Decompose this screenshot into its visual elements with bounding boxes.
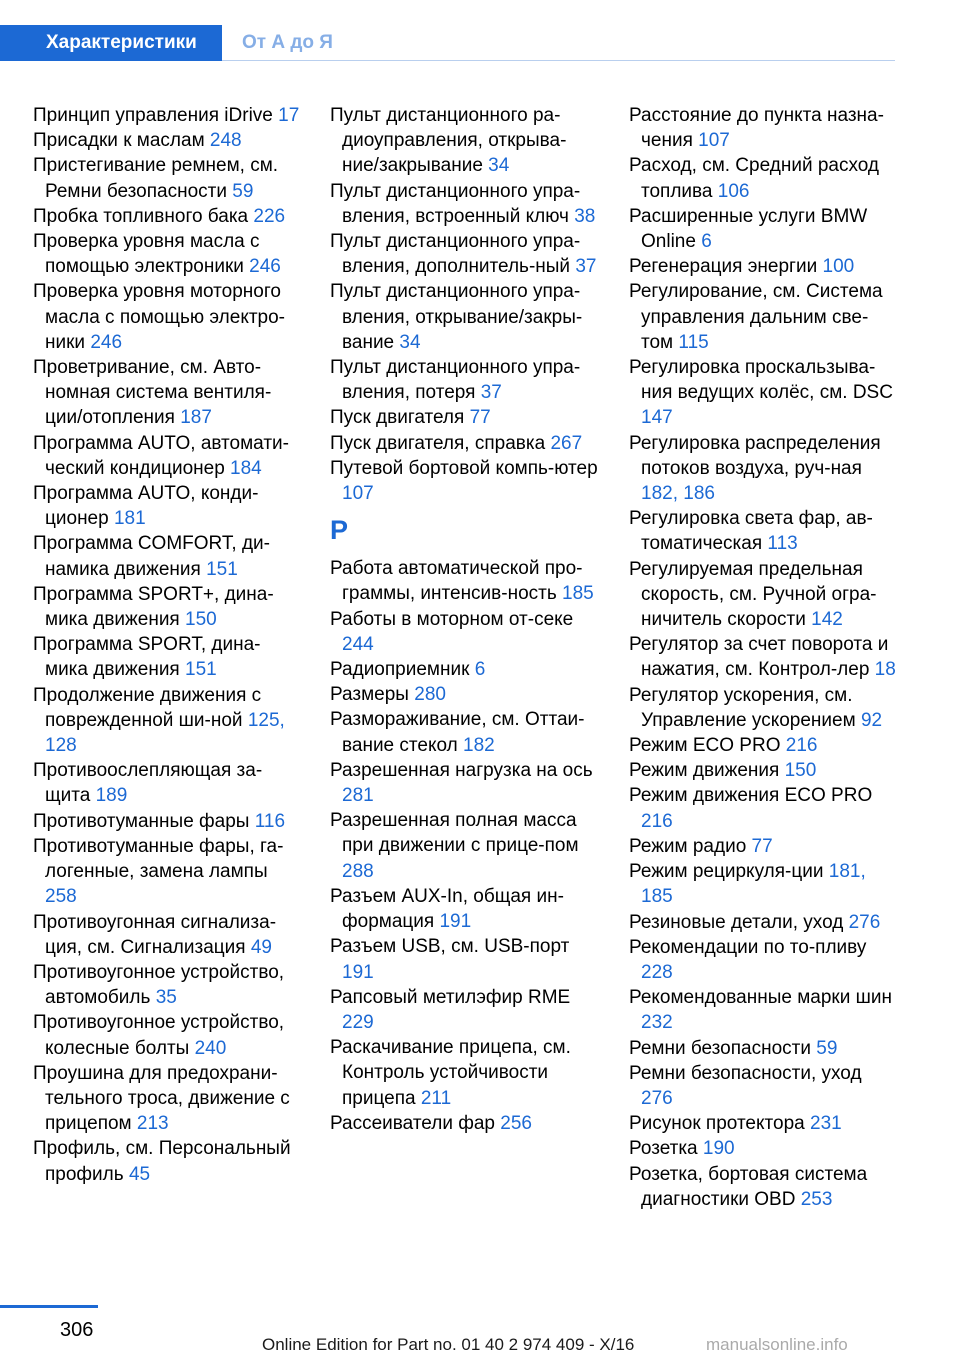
index-entry-term: Проветривание, см. Авто‐номная система вентиля‐ции/отопления [33,357,272,429]
index-entry-page-link[interactable]: 125, 128 [45,709,285,757]
index-entry-page-link[interactable]: 228 [641,961,673,983]
index-entry [330,355,600,405]
index-entry [33,204,303,229]
index-entry-term: Программа AUTO, конди‐ционер [33,483,259,530]
index-entry-page-link[interactable]: 231 [810,1113,842,1135]
index-entry-page-link[interactable]: 181 [113,508,146,530]
index-entry [629,557,897,633]
index-entry [330,758,600,808]
index-entry [629,683,897,733]
index-entry-page-link[interactable]: 190 [702,1138,735,1160]
index-entry [629,910,897,935]
index-entry-page-link[interactable]: 182 [463,734,495,756]
index-entry-term: Регулятор за счет поворота и нажатия, см. Контрол‐лер [629,634,889,681]
index-entry-page-link[interactable]: 106 [717,180,750,202]
index-entry-page-link[interactable]: 181, 185 [641,861,866,908]
index-entry [33,103,303,128]
index-entry-term: Режим движения [629,760,780,782]
index-entry-page-link[interactable]: 213 [136,1113,169,1135]
index-entry [33,809,303,834]
index-entry-term: Расход, см. Средний расход топлива [629,155,879,202]
index-entry-page-link[interactable]: 248 [209,130,242,152]
index-entry-page-link[interactable]: 34 [488,155,510,177]
index-entry-term: Регенерация энергии [629,256,818,278]
index-entry-term: Противоугонная сигнализа‐ция, см. Сигнализация [33,911,277,958]
index-entry [629,1036,897,1061]
index-entry-term: Рапсовый метилэфир RME [330,986,571,1008]
index-entry [629,1162,897,1212]
index-entry [330,985,600,1035]
index-entry-term: Принцип управления iDrive [33,105,273,126]
index-entry [629,1111,897,1136]
index-entry-page-link[interactable]: 191 [439,911,472,933]
index-entry-page-link[interactable]: 17 [278,105,300,126]
index-entry [330,934,600,984]
index-entry [629,1061,897,1111]
index-entry-page-link[interactable]: 107 [342,483,374,505]
tab-a-to-z[interactable]: От А до Я [242,32,333,53]
index-entry-page-link[interactable]: 59 [816,1037,838,1059]
page-number: 306 [60,1319,94,1341]
index-entry-term: Противоослепляющая за‐щита [33,760,263,807]
index-entry-term: Регулятор ускорения, см. Управление ускорением [629,684,856,731]
index-entry [330,279,600,355]
index-entry-term: Регулировка проскальзыва‐ния ведущих колёс, см. DSC [629,357,893,404]
index-entry-page-link[interactable]: 276 [848,911,881,933]
index-entry-term: Продолжение движения с поврежденной ши‐ной [33,684,262,731]
index-entry-page-link[interactable]: 226 [253,205,286,227]
index-entry [629,783,897,833]
index-entry-term: Розетка, бортовая система диагностики OBD [629,1163,868,1210]
index-entry-page-link[interactable]: 150 [185,609,217,631]
index-entry-page-link[interactable]: 37 [575,256,597,278]
index-entry-term: Радиоприемник [330,659,470,681]
index-entry-term: Противоугонное устройство, автомобиль [33,961,285,1009]
index-entry-page-link[interactable]: 18 [874,659,896,681]
index-entry-term: Резиновые детали, уход [629,911,844,933]
index-entry [33,128,303,153]
index-entry-page-link[interactable]: 182, 186 [641,483,715,505]
index-entry-page-link[interactable]: 35 [155,987,177,1009]
index-entry-term: Проушина для предохрани‐тельного троса, движение с прицепом [33,1062,290,1135]
index-entry [330,405,600,430]
index-entry-term: Пуск двигателя [330,407,465,429]
index-entry [330,431,600,456]
index-entry-page-link[interactable]: 216 [641,810,673,832]
index-entry-page-link[interactable]: 229 [342,1011,374,1033]
index-entry [33,431,303,481]
index-entry-term: Программа AUTO, автомати‐ческий кондиционер [33,432,289,479]
index-entry-page-link[interactable]: 258 [45,886,77,908]
index-entry-page-link[interactable]: 116 [254,810,286,832]
index-entry [330,456,600,506]
index-entry-term: Ремни безопасности [629,1037,811,1059]
index-entry-page-link[interactable]: 151 [185,659,217,681]
index-entry [629,733,897,758]
index-entry-page-link[interactable]: 232 [641,1012,673,1034]
index-entry-term: Регулируемая предельная скорость, см. Ручной огра‐ничитель скорости [629,558,877,631]
index-entry [33,355,303,431]
index-entry [629,204,897,254]
index-entry [33,531,303,581]
index-entry-term: Противотуманные фары [33,810,250,832]
index-entry-page-link[interactable]: 244 [342,633,374,655]
index-entry [330,607,600,657]
index-entry-term: Раскачивание прицепа, см. Контроль устойчивости прицепа [330,1037,571,1109]
index-entry-page-link[interactable]: 211 [420,1087,452,1109]
index-entry-term: Работы в моторном от‐секе [330,608,574,630]
index-entry [33,834,303,910]
index-entry-page-link[interactable]: 113 [767,533,798,555]
index-entry-term: Рекомендованные марки шин [629,987,892,1009]
index-entry-term: Пуск двигателя, справка [330,432,546,454]
index-entry-term: Ремни безопасности, уход [629,1062,862,1084]
section-letter: Р [330,515,349,546]
index-entry-term: Рисунок протектора [629,1113,805,1135]
index-entry-term: Пульт дистанционного ра‐диоуправления, открыва‐ние/закрывание [330,105,567,177]
index-entry [33,683,303,759]
index-entry-term: Разрешенная полная масса при движении с прице‐пом [330,810,579,857]
index-entry-term: Пробка топливного бака [33,205,249,227]
index-entry-term: Режим рециркуля‐ции [629,861,824,883]
index-entry-page-link[interactable]: 253 [800,1188,833,1210]
index-entry [330,1111,600,1136]
index-entry-page-link[interactable]: 280 [414,684,446,706]
index-entry [330,657,600,682]
index-entry [629,985,897,1035]
index-entry-term: Разъем USB, см. USB-порт [330,936,570,958]
index-entry-term: Режим движения ECO PRO [629,785,873,807]
index-entry [629,758,897,783]
index-entry-page-link[interactable]: 37 [480,382,502,404]
index-entry [330,229,600,279]
index-column-2 [330,103,600,1136]
index-entry-page-link[interactable]: 240 [194,1037,227,1059]
index-entry-page-link[interactable]: 100 [822,256,855,278]
index-entry [33,279,303,355]
index-entry-term: Пульт дистанционного упра‐вления, встроенный ключ [330,180,581,227]
index-entry [33,960,303,1010]
index-entry-term: Режим радио [629,835,747,857]
index-entry [330,808,600,884]
index-entry-term: Регулировка распределения потоков воздуха, руч‐ная [629,432,881,479]
index-entry-page-link[interactable]: 185 [562,583,594,605]
index-entry [629,279,897,355]
index-entry-page-link[interactable]: 38 [574,205,596,227]
index-entry-page-link[interactable]: 246 [249,256,281,278]
index-entry [33,1061,303,1137]
index-entry-term: Программа SPORT, дина‐мика движения [33,634,261,681]
index-entry [33,758,303,808]
index-entry-term: Работа автоматической про‐граммы, интенсив‐ность [330,558,583,605]
index-entry-page-link[interactable]: 267 [550,432,583,454]
index-column-1 [33,103,303,1187]
index-entry [330,103,600,179]
index-entry-term: Путевой бортовой компь‐ютер [330,457,598,479]
index-entry-term: Проверка уровня масла с помощью электроники [33,231,260,278]
index-entry-term: Пульт дистанционного упра‐вления, открывание/закры‐вание [330,281,583,353]
index-entry [629,935,897,985]
index-entry [629,506,897,556]
index-entry-term: Противотуманные фары, га‐логенные, замена лампы [33,835,284,883]
watermark: manualsonline.info [706,1335,848,1354]
index-entry [330,682,600,707]
index-entry [33,153,303,203]
index-entry-term: Расширенные услуги BMW Online [629,205,868,253]
index-entry [629,859,897,909]
index-entry-term: Разрешенная нагрузка на ось [330,759,593,781]
index-entry-page-link[interactable]: 147 [641,407,673,429]
index-entry-term: Присадки к маслам [33,130,205,152]
index-entry [33,229,303,279]
index-entry-page-link[interactable]: 45 [128,1163,151,1185]
index-entry-page-link[interactable]: 191 [342,961,374,983]
index-column-3 [629,103,897,1212]
index-entry [33,910,303,960]
index-entry [33,481,303,531]
index-entry [33,1136,303,1186]
index-entry-page-link[interactable]: 150 [784,760,817,782]
index-entry-page-link[interactable]: 34 [399,331,421,353]
index-entry-term: Программа SPORT+, дина‐мика движения [33,583,274,631]
index-entry [330,179,600,229]
index-entry [629,254,897,279]
index-entry [33,582,303,632]
index-entry-page-link[interactable]: 77 [751,835,773,857]
index-entry-page-link[interactable]: 187 [180,407,212,429]
index-entry-page-link[interactable]: 184 [230,457,262,479]
header-bar [0,25,895,61]
index-entry-term: Противоугонное устройство, колесные болты [33,1012,285,1059]
index-entry-term: Регулировка света фар, ав‐томатическая [629,508,873,555]
index-entry-term: Расстояние до пункта назна‐чения [629,105,884,152]
page-number-rule [0,1305,98,1308]
index-entry [629,1136,897,1161]
index-entry-page-link[interactable]: 59 [232,180,254,202]
index-entry-page-link[interactable]: 6 [701,231,712,253]
index-entry [629,834,897,859]
index-entry-page-link[interactable]: 256 [500,1112,532,1134]
index-entry [330,1035,600,1111]
index-entry-term: Пульт дистанционного упра‐вления, дополнитель‐ный [330,231,581,278]
index-entry-page-link[interactable]: 6 [474,659,486,681]
edition-footer: Online Edition for Part no. 01 40 2 974 409 - X/16 [262,1335,635,1354]
index-entry-term: Рекомендации по то‐пливу [629,936,867,958]
index-entry-term: Профиль, см. Персональный профиль [33,1138,291,1185]
index-entry-term: Розетка [629,1138,698,1160]
index-entry-term: Пульт дистанционного упра‐вления, потеря [330,357,581,404]
index-entry-term: Пристегивание ремнем, см. Ремни безопасности [33,155,279,202]
index-entry-page-link[interactable]: 281 [342,785,374,807]
index-entry-page-link[interactable]: 107 [698,130,730,152]
index-entry [33,632,303,682]
index-entry-page-link[interactable]: 288 [342,860,374,882]
index-entry [330,707,600,757]
index-entry-page-link[interactable]: 189 [95,785,128,807]
index-entry [330,556,600,606]
index-entry-term: Программа COMFORT, ди‐намика движения [33,533,270,580]
index-entry-page-link[interactable]: 92 [860,709,883,731]
tab-characteristics[interactable]: Характеристики [0,25,222,61]
index-entry-page-link[interactable]: 216 [785,735,818,757]
index-entry [629,355,897,431]
index-entry-page-link[interactable]: 142 [811,609,843,631]
index-entry [629,431,897,507]
header-divider [222,60,895,61]
index-entry-term: Рассеиватели фар [330,1112,495,1134]
index-entry-page-link[interactable]: 246 [90,331,123,353]
index-entry-term: Размеры [330,684,409,706]
index-entry-page-link[interactable]: 115 [678,331,709,353]
index-entry [629,153,897,203]
index-entry-page-link[interactable]: 77 [469,407,491,429]
index-entry-term: Размораживание, см. Оттаи‐вание стекол [330,709,585,756]
index-entry-term: Проверка уровня моторного масла с помощью электро‐ники [33,281,286,353]
index-entry [330,884,600,934]
index-entry-page-link[interactable]: 151 [206,558,238,580]
index-entry-term: Разъем AUX-In, общая ин‐формация [330,885,564,933]
index-entry-term: Регулирование, см. Система управления дальним све‐том [629,281,883,353]
index-entry [33,1010,303,1060]
index-entry [629,632,897,682]
index-entry-term: Режим ECO PRO [629,735,781,757]
index-entry-page-link[interactable]: 49 [250,936,272,958]
index-entry [629,103,897,153]
index-entry-page-link[interactable]: 276 [641,1087,673,1109]
